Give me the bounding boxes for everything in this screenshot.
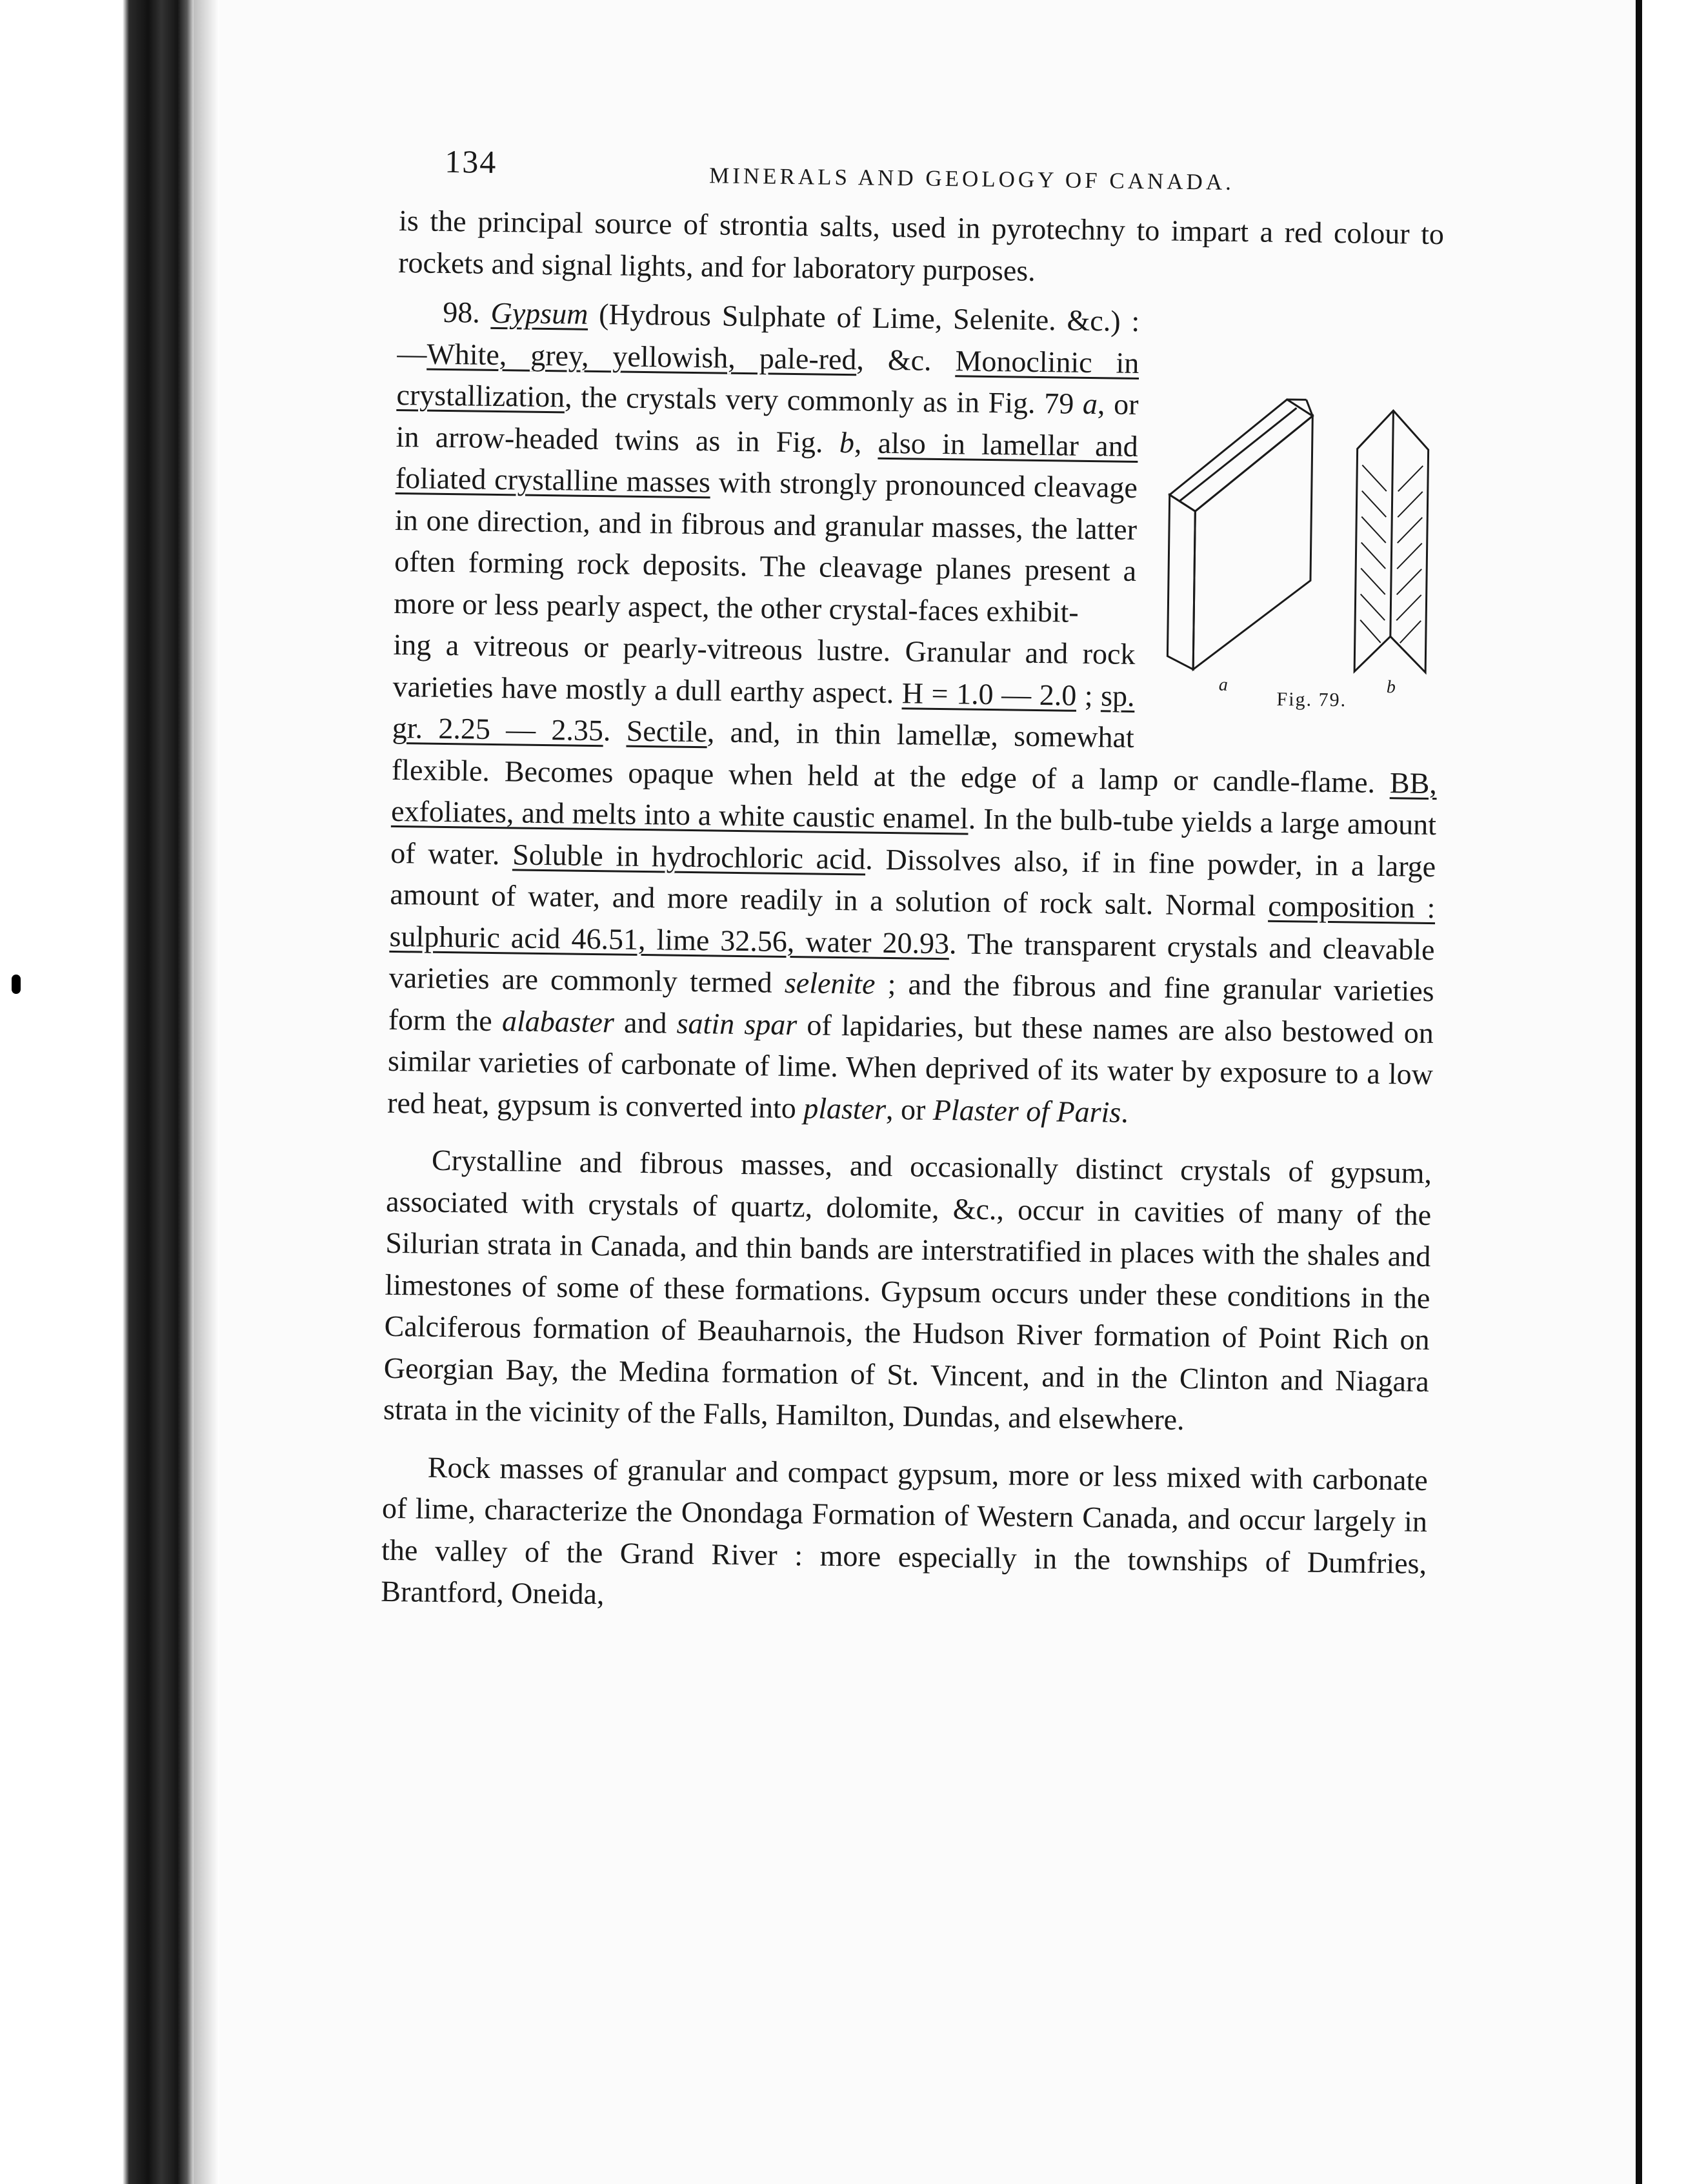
composition: composition : sulphuric acid 46.51, lime 32.56, water 20.93: [389, 889, 1436, 960]
hardness: H = 1.0 — 2.0: [901, 676, 1077, 712]
paragraph-gypsum-cont: ing a vitreous or pearly-vitreous lustre. Granular and rock varieties have mostly a dull earthy aspect. H = 1.0 — 2.0 ; sp. gr. 2.25 — 2.35. Sectile, and, in thin lamellæ, somewhat flexible. Becomes opaque when held at the edge of a lamp or candle-flame. BB, exfoliates, and melts into a white caustic enamel. In the bulb-tube yields a large amount of water. Soluble in hydrochloric acid. Dissolves also, if in fine powder, in a large amount of water, and more readily in a solution of rock salt. Normal composition : sulphuric acid 46.51, lime 32.56, water 20.93. The transparent crystals and cleavable varieties are commonly termed selenite ; and the fibrous and fine granular varieties form the alabaster and satin spar of lapidaries, but these names are also bestowed on similar varieties of carbonate of lime. When deprived of its water by exposure to a low red heat, gypsum is converted into plaster, or Plaster of Paris.: [386, 627, 1438, 1129]
gutter-shadow: [194, 0, 219, 2184]
next-page-edge: [1636, 0, 1706, 2184]
paragraph-rock-masses: Rock masses of granular and compact gypsum, more or less mixed with carbonate of lime, characterize the Onondaga Formation of Western Canada, and occur largely in the valley of the Grand River : more especially in the townships of Dumfries, Brantford, Oneida,: [381, 1450, 1429, 1611]
gypsum-crystal-drawing: [1154, 385, 1442, 724]
habit: also in lamellar and foliated crystalline masses: [395, 426, 1138, 499]
colours: White, grey, yellowish, pale-red: [426, 337, 857, 376]
mineral-name-gypsum: Gypsum: [490, 296, 588, 330]
figure-caption: Fig. 79.: [1276, 688, 1347, 711]
figure-79: [1154, 385, 1442, 724]
book-binding: [0, 0, 194, 2184]
page-header: [399, 129, 1445, 214]
figure-label-a: a: [1218, 674, 1229, 695]
book-page: [381, 129, 1445, 1626]
page-number: 134: [444, 143, 497, 180]
section-number: 98.: [442, 295, 481, 329]
paragraph-gypsum: 98. Gypsum (Hydrous Sulphate of Lime, Selenite. &c.) :—White, grey, yellowish, pale-red, &c. Monoclinic in crystallization, the crystals very commonly as in Fig. 79 a, or in arrow-headed twins as in Fig. b, also in lamellar and foliated crystalline masses with strongly pronounced cleavage in one direction, and in fibrous and granular masses, the latter often forming rock deposits. The cleavage planes present a more or less pearly aspect, the other crystal-faces exhibit-: [394, 295, 1140, 629]
crystal-system: Monoclinic in crystallization: [396, 343, 1139, 414]
paragraph-occurrence: Crystalline and fibrous masses, and occasionally distinct crystals of gypsum, associated with crystals of quartz, dolomite, &c., occur in cavities of many of the Silurian strata in Canada, and thin bands are interstratified in places with the shales and limestones of some of these formations. Gypsum occurs under these conditions in the Calciferous formation of Beauharnois, the Hudson River formation of Point Rich on Georgian Bay, the Medina formation of St. Vincent, and in the Clinton and Niagara strata in the vicinity of the Falls, Hamilton, Dundas, and elsewhere.: [383, 1143, 1432, 1437]
blowpipe-test: BB, exfoliates, and melts into a white caustic enamel: [390, 765, 1438, 835]
paragraph-continued: is the principal source of strontia salts, used in pyrotechny to impart a red colour to rockets and signal lights, and for laboratory purposes.: [397, 203, 1445, 287]
specific-gravity: sp. gr. 2.25 — 2.35: [392, 678, 1135, 747]
binding-mark: [12, 975, 21, 994]
solubility: Soluble in hydrochloric acid: [512, 837, 866, 876]
figure-label-b: b: [1386, 677, 1396, 698]
running-head: MINERALS AND GEOLOGY OF CANADA.: [708, 163, 1235, 195]
tenacity: Sectile: [626, 714, 708, 749]
